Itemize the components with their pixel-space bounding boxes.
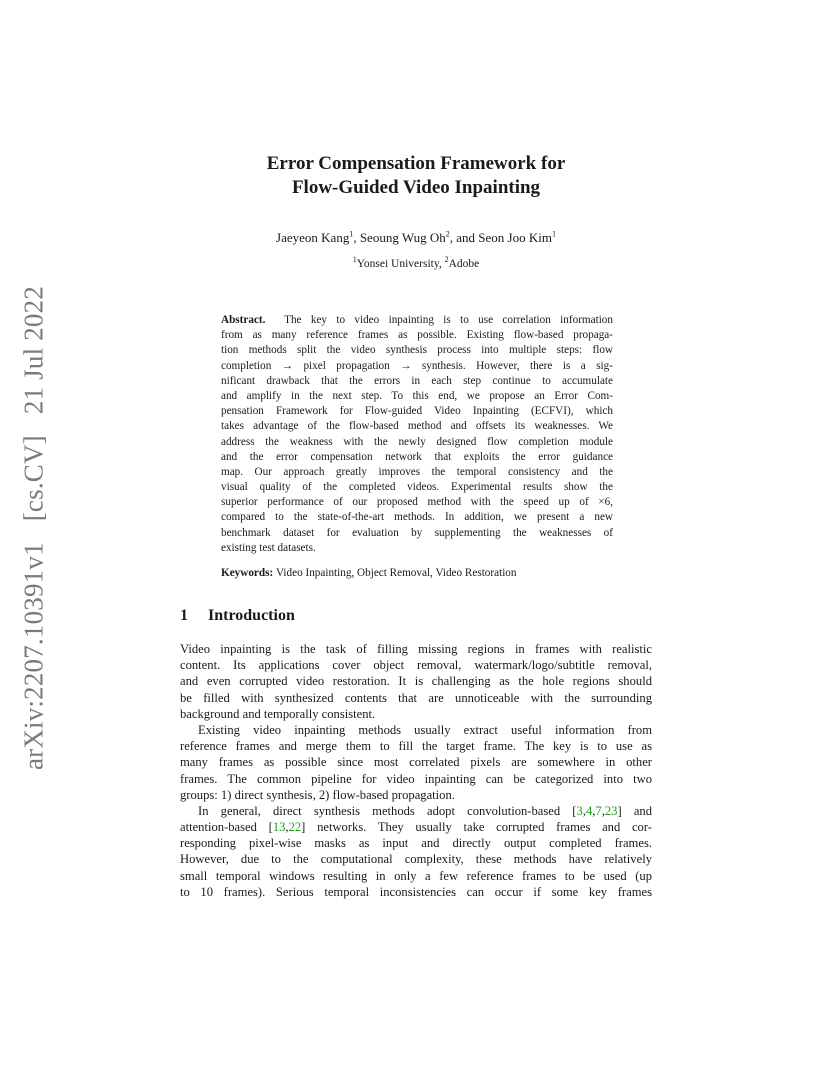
abstract-line: benchmark dataset for evaluation by supplementing the weaknesses of (221, 526, 613, 539)
abstract-line: map. Our approach greatly improves the temporal consistency and the (221, 465, 613, 478)
body-line: be filled with synthesized contents that are unnoticeable with the surrounding (180, 690, 652, 705)
body-line: Video inpainting is the task of filling missing regions in frames with realistic (180, 642, 652, 656)
title-line: Flow-Guided Video Inpainting (291, 177, 541, 198)
citation-separator: , (592, 803, 596, 818)
title-line: Error Compensation Framework for (266, 153, 566, 174)
body-text-span: ] networks. They usually take corrupted frames and cor- (301, 820, 652, 835)
section-heading (180, 606, 295, 626)
author-name: Seon Joo Kim (478, 230, 552, 245)
body-line: content. Its applications cover object removal, watermark/logo/subtitle removal, (180, 658, 652, 673)
abstract-line: completion → pixel propagation → synthesis. However, there is a sig- (221, 359, 613, 372)
arxiv-side-stamp (14, 285, 54, 771)
author-affil-mark: 1 (349, 229, 354, 239)
citation-link[interactable]: 7 (595, 803, 602, 818)
affil-name: Adobe (448, 258, 480, 270)
author-name: Seoung Wug Oh (359, 230, 446, 245)
body-line: reference frames and merge them to fill the target frame. The key is to use as (180, 739, 652, 754)
body-text-span: In general, direct synthesis methods adopt convolution-based [ (198, 803, 577, 818)
arxiv-category: [cs.CV] (18, 435, 49, 522)
keywords (221, 566, 613, 581)
body-line: and even corrupted video restoration. It is challenging as the hole regions should (180, 674, 652, 689)
author-affil-mark: 2 (445, 229, 450, 239)
author-list (180, 229, 652, 247)
body-line: many frames as possible since most correlated pixels are somewhere in other (180, 755, 652, 770)
abstract-line: visual quality of the completed videos. Experimental results show the (221, 481, 613, 494)
affil-mark: 1 (352, 255, 357, 265)
citation-link[interactable]: 3 (576, 803, 583, 818)
author-separator: , (353, 230, 360, 245)
abstract-line: and amplify in the next step. To this end, we propose an Error Com- (221, 389, 613, 402)
citation-link[interactable]: 4 (585, 803, 593, 818)
body-line (180, 803, 652, 819)
abstract-line: from as many reference frames as possible. Existing flow-based propaga- (221, 329, 613, 342)
abstract-line: compared to the state-of-the-art methods. In addition, we present a new (221, 511, 613, 524)
abstract-label: Abstract. (221, 314, 266, 326)
abstract-line: pensation Framework for Flow-guided Video Inpainting (ECFVI), which (221, 405, 613, 418)
body-line: responding pixel-wise masks as input and directly output completed frames. (180, 836, 652, 851)
body-line: However, due to the computational complexity, these methods have relatively (180, 852, 652, 867)
body-line (180, 819, 652, 835)
body-text-span: attention-based [ (180, 820, 273, 835)
citation-link[interactable]: 23 (604, 803, 618, 818)
abstract-line: nificant drawback that the errors in each step continue to accumulate (221, 374, 613, 387)
body-line: Existing video inpainting methods usually extract useful information from (198, 722, 652, 737)
body-line: frames. The common pipeline for video inpainting can be categorized into two (180, 771, 652, 786)
author-name: Jaeyeon Kang (276, 230, 350, 245)
section-title: Introduction (208, 607, 295, 624)
affil-name: Yonsei University (356, 258, 439, 270)
body-line: background and temporally consistent. (180, 706, 376, 721)
body-line: to 10 frames). Serious temporal inconsistencies can occur if some key frames (180, 884, 652, 899)
keywords-label: Keywords: (221, 567, 274, 579)
affiliations (180, 256, 652, 272)
citation-link[interactable]: 13 (272, 820, 286, 835)
section-number: 1 (180, 607, 188, 624)
arxiv-date: 21 Jul 2022 (18, 285, 49, 415)
abstract-line: superior performance of our proposed method with the speed up of ×6, (221, 496, 613, 509)
citation-separator: , (285, 820, 289, 835)
citation-separator: , (582, 803, 586, 818)
body-text (180, 641, 652, 900)
abstract (221, 313, 613, 556)
abstract-text: The key to video inpainting is to use correlation information (284, 314, 613, 326)
abstract-line: and the error compensation network that exploits the error guidance (221, 450, 613, 463)
abstract-line: takes advantage of the flow-based method and offsets its weaknesses. We (221, 420, 613, 433)
keywords-text: Video Inpainting, Object Removal, Video Restoration (276, 567, 517, 579)
abstract-line: address the weakness with the newly designed flow completion module (221, 435, 613, 448)
body-text-span: ] and (617, 803, 653, 818)
citation-separator: , (601, 803, 605, 818)
body-line: groups: 1) direct synthesis, 2) flow-based propagation. (180, 787, 455, 802)
author-separator: , and (449, 230, 479, 245)
body-line: small temporal windows resulting in only a few reference frames to be used (up (180, 868, 652, 883)
affil-separator: , (438, 258, 445, 270)
abstract-line: tion methods split the video synthesis process into multiple steps: flow (221, 344, 613, 357)
citation-link[interactable]: 22 (288, 820, 302, 835)
paper-title (180, 152, 652, 200)
author-affil-mark: 1 (551, 229, 556, 239)
abstract-line (221, 313, 613, 328)
arxiv-id[interactable]: arXiv:2207.10391v1 (18, 542, 49, 771)
affil-mark: 2 (444, 255, 449, 265)
abstract-line: existing test datasets. (221, 541, 316, 554)
